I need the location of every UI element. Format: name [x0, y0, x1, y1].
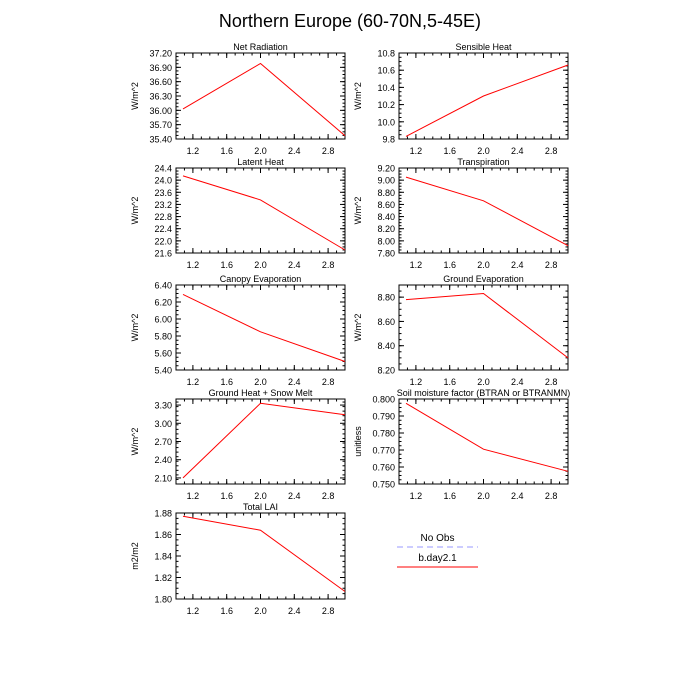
panel-7 — [130, 388, 345, 501]
x-tick-label: 2.8 — [544, 146, 558, 156]
series-line-b.day2.1 — [406, 177, 568, 246]
x-tick-label: 1.6 — [220, 491, 233, 501]
x-tick-label: 1.6 — [220, 377, 233, 387]
x-tick-label: 2.0 — [477, 491, 490, 501]
plot-frame — [399, 168, 568, 253]
y-tick-label: 21.6 — [154, 248, 172, 259]
series-line-b.day2.1 — [406, 65, 568, 136]
y-tick-label: 2.40 — [154, 455, 172, 466]
x-tick-label: 2.8 — [321, 260, 335, 270]
y-tick-label: 6.40 — [154, 280, 172, 291]
y-tick-label: 0.770 — [372, 445, 395, 456]
plot-frame — [176, 513, 345, 599]
y-axis-label: unitless — [353, 426, 363, 457]
y-tick-label: 7.80 — [377, 248, 395, 259]
legend-label: b.day2.1 — [418, 553, 457, 564]
y-tick-label: 0.800 — [372, 394, 395, 405]
x-tick-label: 2.0 — [254, 146, 267, 156]
y-tick-label: 3.30 — [154, 400, 172, 411]
x-tick-label: 2.8 — [321, 606, 335, 616]
x-tick-label: 1.2 — [186, 491, 200, 501]
y-tick-label: 36.90 — [149, 62, 172, 73]
x-tick-label: 2.4 — [511, 260, 524, 270]
x-tick-label: 1.6 — [443, 377, 456, 387]
panel-4 — [353, 157, 568, 270]
panel-6 — [353, 274, 568, 387]
series-line-b.day2.1 — [183, 64, 345, 136]
y-tick-label: 8.80 — [377, 292, 395, 303]
y-tick-label: 35.40 — [149, 134, 172, 145]
x-tick-label: 2.0 — [254, 606, 267, 616]
series-line-b.day2.1 — [183, 176, 345, 250]
y-tick-label: 8.20 — [377, 224, 395, 235]
x-tick-label: 2.8 — [321, 491, 335, 501]
y-tick-label: 1.88 — [154, 508, 172, 519]
y-tick-label: 0.780 — [372, 428, 395, 439]
y-tick-label: 22.4 — [154, 224, 172, 235]
y-axis-label: W/m^2 — [353, 196, 363, 225]
panel-title: Latent Heat — [237, 157, 284, 167]
x-tick-label: 2.0 — [477, 260, 490, 270]
y-tick-label: 8.40 — [377, 212, 395, 223]
x-tick-label: 1.6 — [220, 260, 233, 270]
plot-frame — [176, 168, 345, 253]
y-tick-label: 1.86 — [154, 530, 172, 540]
x-tick-label: 1.2 — [409, 377, 423, 387]
y-tick-label: 10.4 — [377, 82, 395, 93]
panel-title: Total LAI — [242, 502, 279, 512]
y-tick-label: 37.20 — [149, 48, 172, 59]
series-line-b.day2.1 — [183, 294, 345, 361]
x-tick-label: 2.8 — [321, 146, 335, 156]
x-tick-label: 1.6 — [220, 606, 233, 616]
panel-2 — [353, 42, 568, 156]
y-axis-label: W/m^2 — [353, 82, 363, 110]
y-tick-label: 36.30 — [149, 91, 172, 102]
x-tick-label: 1.2 — [186, 146, 200, 156]
plot-frame — [176, 53, 345, 139]
series-line-b.day2.1 — [406, 294, 568, 358]
x-tick-label: 2.0 — [254, 260, 267, 270]
x-tick-label: 1.2 — [409, 260, 423, 270]
panel-9 — [130, 502, 345, 616]
x-tick-label: 2.4 — [288, 260, 301, 270]
series-line-b.day2.1 — [406, 403, 568, 471]
y-axis-label: W/m^2 — [353, 313, 363, 342]
y-tick-label: 22.0 — [154, 236, 172, 247]
x-tick-label: 1.2 — [186, 606, 200, 616]
x-tick-label: 1.2 — [186, 377, 200, 387]
x-tick-label: 2.8 — [544, 260, 558, 270]
x-tick-label: 2.4 — [288, 377, 301, 387]
x-tick-label: 2.4 — [511, 146, 524, 156]
y-tick-label: 23.6 — [154, 187, 172, 198]
x-tick-label: 2.0 — [254, 491, 267, 501]
y-tick-label: 9.8 — [382, 134, 395, 145]
panel-3 — [130, 157, 345, 270]
y-tick-label: 0.760 — [372, 462, 395, 473]
panels — [130, 42, 570, 616]
y-tick-label: 8.20 — [377, 365, 395, 376]
y-tick-label: 9.20 — [377, 163, 395, 174]
x-tick-label: 2.4 — [288, 491, 301, 501]
y-tick-label: 10.0 — [377, 117, 395, 128]
y-tick-label: 6.00 — [154, 314, 172, 325]
x-tick-label: 2.4 — [511, 377, 524, 387]
y-tick-label: 35.70 — [149, 120, 172, 131]
y-tick-label: 8.60 — [377, 316, 395, 327]
panel-title: Canopy Evaporation — [219, 274, 302, 284]
panel-title: Sensible Heat — [455, 42, 512, 52]
y-tick-label: 1.80 — [154, 594, 172, 605]
x-tick-label: 1.6 — [443, 491, 456, 501]
x-tick-label: 2.8 — [544, 491, 558, 501]
x-tick-label: 1.2 — [409, 491, 423, 501]
series-line-b.day2.1 — [183, 516, 345, 591]
y-tick-label: 36.60 — [149, 77, 172, 88]
y-tick-label: 23.2 — [154, 199, 172, 210]
x-tick-label: 1.6 — [220, 146, 233, 156]
x-tick-label: 1.6 — [443, 146, 456, 156]
y-tick-label: 5.80 — [154, 331, 172, 342]
y-axis-label: W/m^2 — [130, 313, 140, 342]
y-tick-label: 24.0 — [154, 175, 172, 186]
panel-title: Ground Evaporation — [443, 274, 524, 284]
y-tick-label: 10.6 — [377, 65, 395, 76]
panel-title: Ground Heat + Snow Melt — [208, 388, 313, 398]
x-tick-label: 2.8 — [544, 377, 558, 387]
plot-frame — [399, 399, 568, 484]
panel-1 — [130, 42, 345, 156]
y-tick-label: 8.60 — [377, 199, 395, 210]
x-tick-label: 1.6 — [443, 260, 456, 270]
panel-5 — [130, 274, 345, 387]
plot-frame — [176, 285, 345, 370]
legend-label: No Obs — [420, 533, 455, 544]
y-axis-label: W/m^2 — [130, 196, 140, 225]
x-tick-label: 2.0 — [477, 146, 490, 156]
y-tick-label: 5.60 — [154, 348, 172, 359]
x-tick-label: 2.8 — [321, 377, 335, 387]
x-tick-label: 2.4 — [288, 146, 301, 156]
y-tick-label: 5.40 — [154, 365, 172, 376]
panel-title: Transpiration — [457, 157, 510, 167]
panel-title: Soil moisture factor (BTRAN or BTRANMN) — [396, 388, 571, 398]
y-tick-label: 22.8 — [154, 212, 172, 223]
legend — [397, 533, 478, 567]
y-tick-label: 8.40 — [377, 341, 395, 352]
y-tick-label: 1.82 — [154, 573, 172, 583]
x-tick-label: 1.2 — [186, 260, 200, 270]
y-tick-label: 36.00 — [149, 105, 172, 116]
x-tick-label: 1.2 — [409, 146, 423, 156]
x-tick-label: 2.0 — [477, 377, 490, 387]
y-tick-label: 24.4 — [154, 163, 172, 174]
y-tick-label: 2.10 — [154, 473, 172, 484]
series-line-b.day2.1 — [183, 403, 345, 478]
panel-title: Net Radiation — [233, 42, 288, 52]
figure-title: Northern Europe (60-70N,5-45E) — [218, 11, 482, 31]
y-tick-label: 6.20 — [154, 297, 172, 308]
panel-8 — [353, 388, 570, 501]
y-axis-label: W/m^2 — [130, 427, 140, 456]
x-tick-label: 2.0 — [254, 377, 267, 387]
y-tick-label: 1.84 — [154, 551, 172, 562]
y-tick-label: 3.00 — [154, 418, 172, 429]
x-tick-label: 2.4 — [288, 606, 301, 616]
y-tick-label: 10.8 — [377, 48, 395, 59]
y-tick-label: 0.750 — [372, 479, 395, 490]
y-tick-label: 8.00 — [377, 236, 395, 247]
y-axis-label: m2/m2 — [130, 542, 140, 570]
y-tick-label: 0.790 — [372, 411, 395, 422]
y-axis-label: W/m^2 — [130, 82, 140, 110]
y-tick-label: 2.70 — [154, 437, 172, 447]
y-tick-label: 10.2 — [377, 100, 395, 111]
x-tick-label: 2.4 — [511, 491, 524, 501]
y-tick-label: 8.80 — [377, 187, 395, 198]
y-tick-label: 9.00 — [377, 175, 395, 186]
